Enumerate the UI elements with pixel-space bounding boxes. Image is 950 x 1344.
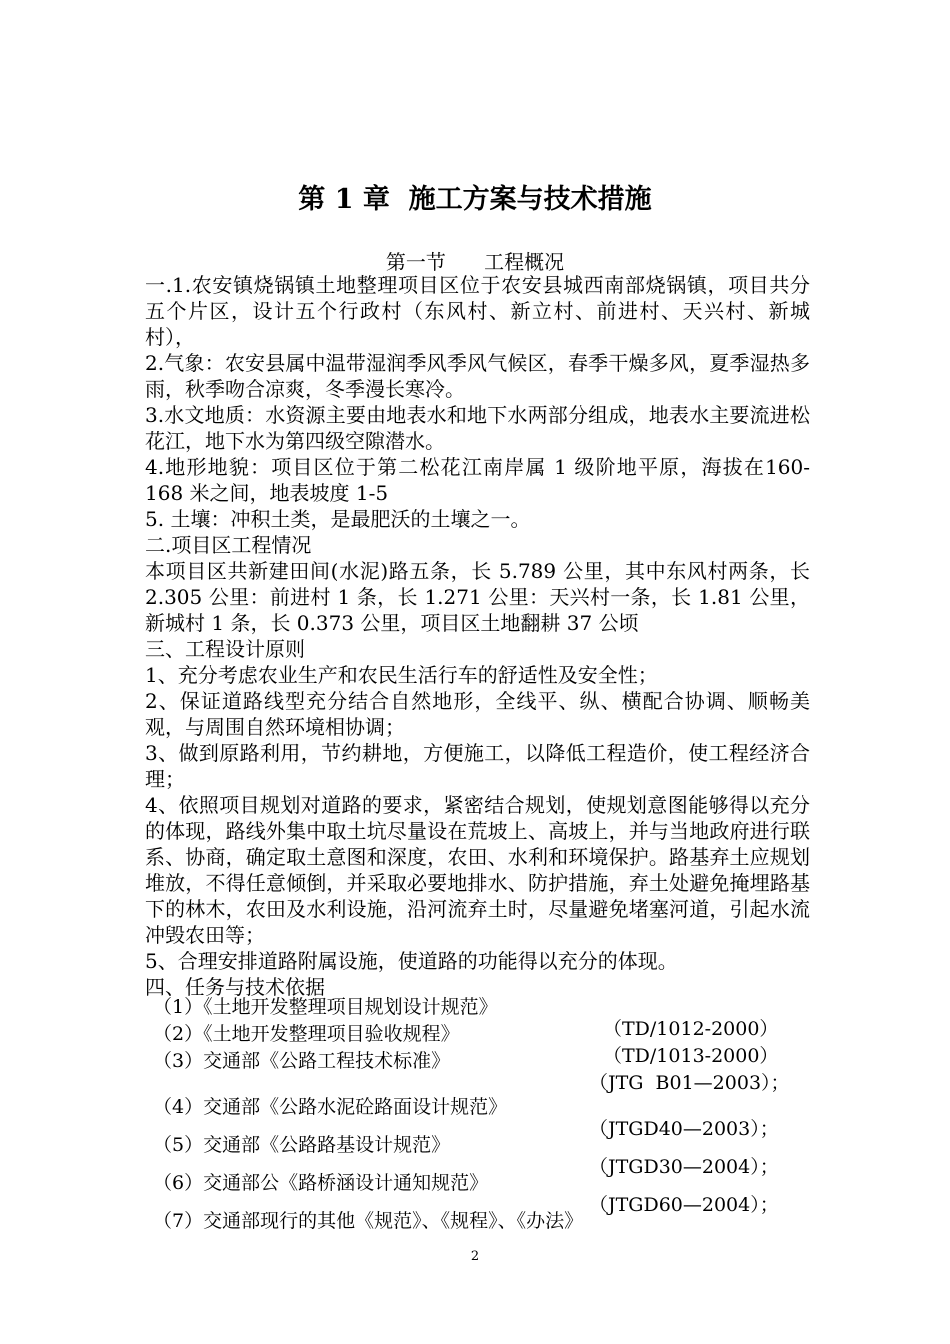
- reference-code: （JTG B01—2003）；: [589, 1072, 790, 1094]
- body-text: [145, 272, 810, 1000]
- paragraph-location: 一.1.农安镇烧锅镇土地整理项目区位于农安县城西南部烧锅镇，项目共分五个片区，设计五个行政村（东风村、新立村、前进村、天兴村、新城村），: [145, 273, 810, 349]
- reference-code: （JTGD60—2004）；: [589, 1194, 779, 1216]
- reference-code: （JTGD30—2004）；: [589, 1156, 779, 1178]
- reference-item: [145, 1184, 845, 1232]
- paragraph-roads: 本项目区共新建田间(水泥)路五条，长 5.789 公里，其中东风村两条，长 2.305 公里：前进村 1 条，长 1.271 公里：天兴村一条，长 1.81 公里，新城村 1 条，长 0.373 公里，项目区土地翻耕 37 公顷: [145, 559, 810, 635]
- reference-name: （4）交通部《公路水泥砼路面设计规范》: [153, 1096, 508, 1118]
- reference-name: （6）交通部公《路桥涵设计通知规范》: [153, 1172, 489, 1194]
- paragraph-climate: 2.气象：农安县属中温带湿润季风季风气候区，春季干燥多风，夏季湿热多雨，秋季吻合凉爽，冬季漫长寒冷。: [145, 351, 810, 401]
- reference-name: （1）《土地开发整理项目规划设计规范》: [153, 996, 498, 1018]
- principle-1: 1、充分考虑农业生产和农民生活行车的舒适性及安全性；: [145, 663, 658, 687]
- principle-2: 2、保证道路线型充分结合自然地形，全线平、纵、横配合协调、顺畅美观，与周围自然环境相协调；: [145, 689, 810, 739]
- reference-name: （3）交通部《公路工程技术标准》: [153, 1050, 451, 1072]
- heading-technical-basis: 四、任务与技术依据: [145, 975, 325, 999]
- paragraph-terrain: 4.地形地貌：项目区位于第二松花江南岸属 1 级阶地平原，海拔在160-168 米之间，地表坡度 1-5: [145, 455, 810, 505]
- reference-name: （5）交通部《公路路基设计规范》: [153, 1134, 451, 1156]
- heading-project-situation: 二.项目区工程情况: [145, 533, 312, 557]
- reference-item: [145, 1146, 845, 1216]
- heading-design-principles: 三、工程设计原则: [145, 637, 305, 661]
- reference-item: [145, 1024, 845, 1094]
- reference-code: （TD/1013-2000）: [603, 1045, 779, 1067]
- principle-3: 3、做到原路利用，节约耕地，方便施工，以降低工程造价，使工程经济合理；: [145, 741, 810, 791]
- page-number: 2: [470, 1249, 480, 1264]
- paragraph-hydrogeology: 3.水文地质：水资源主要由地表水和地下水两部分组成，地表水主要流进松花江，地下水为第四级空隙潜水。: [145, 403, 810, 453]
- reference-code: （TD/1012-2000）: [603, 1018, 779, 1040]
- principle-5: 5、合理安排道路附属设施，使道路的功能得以充分的体现。: [145, 949, 678, 973]
- reference-list: [145, 970, 845, 1232]
- paragraph-soil: 5. 土壤：冲积土类，是最肥沃的土壤之一。: [145, 507, 531, 531]
- principle-4: 4、依照项目规划对道路的要求，紧密结合规划，使规划意图能够得以充分的体现，路线外集中取土坑尽量设在荒坡上、高坡上，并与当地政府进行联系、协商，确定取土意图和深度，农田、水利和环境保护。路基弃土应规划堆放，不得任意倾倒，并采取必要地排水、防护措施，弃土处避免掩埋路基下的林木，农田及水利设施，沿河流弃土时，尽量避免堵塞河道，引起水流冲毁农田等；: [145, 793, 810, 947]
- section-title: 第一节 工程概况: [385, 250, 565, 274]
- reference-name: （7）交通部现行的其他《规范》、《规程》、《办法》: [153, 1210, 584, 1232]
- reference-item: [145, 1070, 845, 1140]
- reference-code: （JTGD40—2003）；: [589, 1118, 779, 1140]
- reference-name: （2）《土地开发整理项目验收规程》: [153, 1023, 460, 1045]
- chapter-title: 第 1 章 施工方案与技术措施: [298, 184, 652, 215]
- reference-item: [145, 1108, 845, 1178]
